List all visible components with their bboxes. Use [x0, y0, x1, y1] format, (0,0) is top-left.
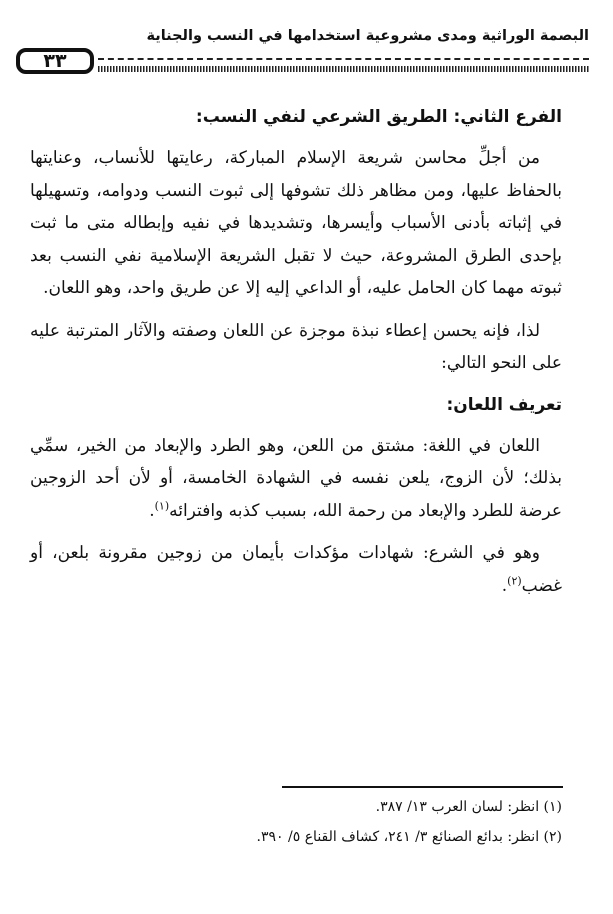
header-hatched-rule — [98, 66, 589, 72]
definition-heading: تعريف اللعان: — [446, 394, 562, 415]
page-header — [0, 0, 613, 90]
header-dashed-rule — [98, 58, 589, 60]
sentence-end: . — [501, 575, 508, 596]
footnote-ref-1[interactable]: (١) — [154, 498, 170, 512]
paragraph-intro: من أجلِّ محاسن شريعة الإسلام المباركة، رعايتها للأنساب، وعنايتها بالحفاظ عليها، ومن مظاهر ذلك تشوفها إلى ثبوت النسب ودوامه، وتسهيلها في إثباته بأدنى الأسباب وأيسرها، وتشديدها في نفيه وإبطاله متى ما ثبت بإحدى الطرق المشروعة، حيث لا تقبل الشريعة الإسلامية نفي النسب بعد ثبوته مهما كان الحامل عليه، أو الداعي إليه إلا عن طريق واحد، وهو اللعان. — [30, 148, 562, 298]
main-text — [30, 98, 562, 612]
section-heading: الفرع الثاني: الطريق الشرعي لنفي النسب: — [195, 107, 562, 127]
footnote-separator — [282, 786, 563, 788]
footnote-1: (١) انظر: لسان العرب ١٣/ ٣٨٧. — [375, 799, 562, 815]
paragraph-transition: لذا، فإنه يحسن إعطاء نبذة موجزة عن اللعان وصفته والآثار المترتبة عليه على النحو التالي: — [30, 320, 562, 373]
footnotes — [30, 792, 562, 852]
footnote-2: (٢) انظر: بدائع الصنائع ٣/ ٢٤١، كشاف القناع ٥/ ٣٩٠. — [256, 829, 562, 845]
linguistic-definition-text: اللعان في اللغة: مشتق من اللعن، وهو الطرد والإبعاد من الخير، سمِّي بذلك؛ لأن الزوج، يلعن نفسه في الشهادة الخامسة، أو لأن أحد الزوجين عرضة للطرد والإبعاد من رحمة الله، بسبب كذبه وافترائه — [30, 435, 562, 521]
page-number-box — [16, 48, 94, 74]
running-title: البصمة الوراثية ومدى مشروعية استخدامها في النسب والجناية — [146, 28, 589, 44]
footnote-ref-2[interactable]: (٢) — [507, 573, 522, 587]
paragraph-linguistic-definition — [30, 430, 562, 528]
sentence-end: . — [149, 500, 155, 521]
page-number: ٣٣ — [43, 50, 67, 72]
paragraph-legal-definition — [30, 537, 562, 602]
legal-definition-text: وهو في الشرع: شهادات مؤكدات بأيمان من زوجين مقرونة بلعن، أو غضب — [30, 543, 562, 596]
